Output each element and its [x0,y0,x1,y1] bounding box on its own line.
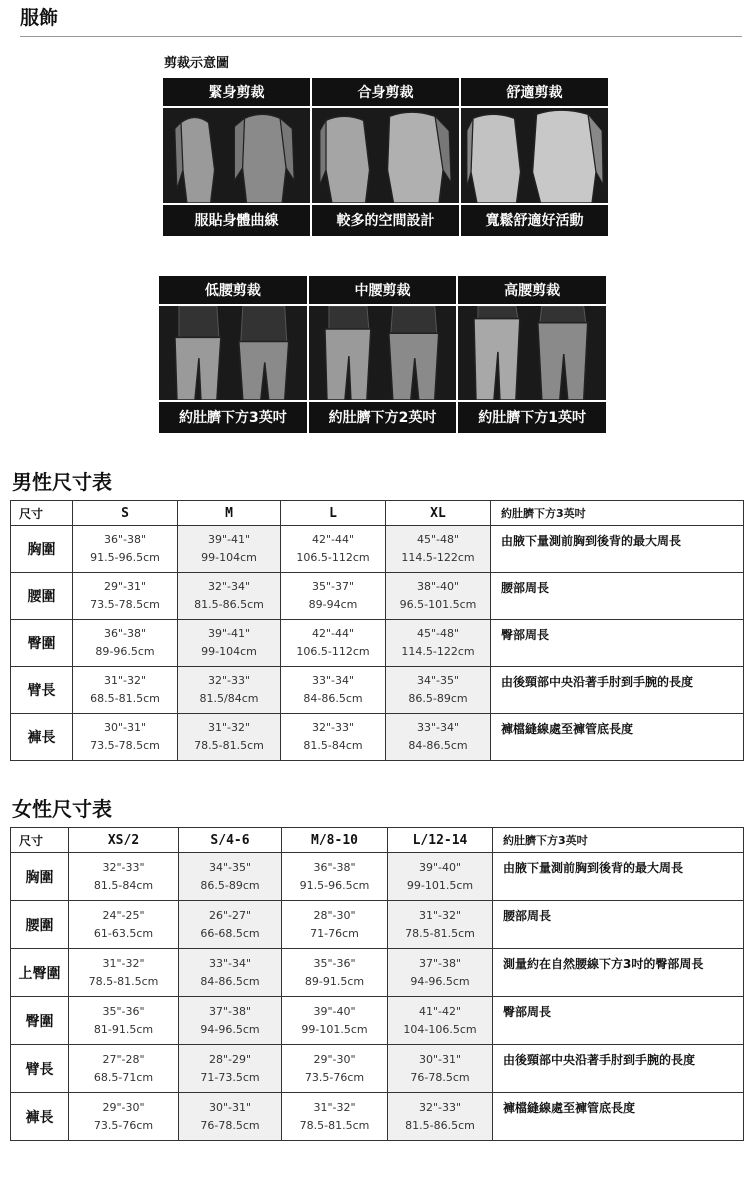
fit-caption: 寬鬆舒適好活動 [461,203,608,236]
inch-value: 36"-38" [103,627,147,640]
fit-title: 緊身剪裁 [163,78,310,108]
header-size-label: 尺寸 [11,501,73,526]
inch-value: 37"-38" [418,956,462,970]
men-size-table [10,500,744,761]
cm-value: 73.5-78.5cm [90,739,160,752]
inch-value: 38"-40" [416,580,460,593]
inch-value: 28"-29" [208,1052,252,1066]
inch-value: 34"-35" [416,674,460,687]
size-cell [388,1093,493,1141]
cm-value: 73.5-76cm [304,1070,365,1084]
measurement-description: 由後頸部中央沿著手肘到手腕的長度 [491,667,744,714]
size-cell [282,949,388,997]
inch-value: 37"-38" [208,1004,252,1018]
header-size: XS/2 [69,828,179,853]
inch-value: 24"-25" [102,908,145,922]
size-cell [386,526,491,573]
inch-value: 34"-35" [208,860,252,874]
size-cell [386,714,491,761]
inch-value: 31"-32" [103,674,147,687]
regular-fit-figure-image [312,108,459,203]
cm-value: 73.5-78.5cm [90,598,160,611]
cm-value: 91.5-96.5cm [299,878,370,892]
inch-value: 36"-38" [313,860,356,874]
size-cell [282,1045,388,1093]
table-header-row [11,501,744,526]
table-row [11,573,744,620]
fit-column-loose [461,78,608,236]
measurement-description: 臀部周長 [493,997,744,1045]
page-header [20,5,742,37]
row-label: 腰圍 [11,901,69,949]
inch-value: 35"-36" [313,956,356,970]
mid-rise-figure-image [309,306,457,400]
inch-value: 39"-40" [313,1004,356,1018]
loose-fit-figure-image [461,108,608,203]
cm-value: 91.5-96.5cm [90,551,160,564]
men-size-chart-title: 男性尺寸表 [12,470,112,494]
cm-value: 99-104cm [201,551,257,564]
cm-value: 78.5-81.5cm [88,974,159,988]
fit-title: 高腰剪裁 [458,276,606,306]
fit-caption: 較多的空間設計 [312,203,459,236]
inch-value: 32"-33" [102,860,145,874]
size-cell [282,901,388,949]
size-cell [179,997,282,1045]
cm-value: 86.5-89cm [408,692,468,705]
row-label: 褲長 [11,714,73,761]
cm-value: 114.5-122cm [401,645,475,658]
cm-value: 81.5-86.5cm [405,1118,475,1132]
size-cell [281,620,386,667]
cm-value: 81.5-86.5cm [194,598,264,611]
fit-title: 低腰剪裁 [159,276,307,306]
inch-value: 28"-30" [313,908,356,922]
inch-value: 32"-33" [311,721,355,734]
inch-value: 42"-44" [311,627,355,640]
size-cell [281,573,386,620]
fit-illustration-label: 剪裁示意圖 [164,56,230,71]
measurement-description: 腰部周長 [491,573,744,620]
header-size: XL [386,501,491,526]
row-label: 臀圍 [11,997,69,1045]
inch-value: 30"-31" [208,1100,252,1114]
inch-value: 29"-31" [103,580,147,593]
cm-value: 81.5-84cm [303,739,363,752]
cm-value: 78.5-81.5cm [194,739,264,752]
size-cell [178,620,281,667]
fit-caption: 服貼身體曲線 [163,203,310,236]
inch-value: 31"-32" [207,721,251,734]
size-cell [281,667,386,714]
measurement-description: 褲檔縫線處至褲管底長度 [491,714,744,761]
inch-value: 30"-31" [103,721,147,734]
row-label: 胸圍 [11,526,73,573]
fit-title: 中腰剪裁 [309,276,457,306]
size-cell [179,853,282,901]
measurement-description: 測量約在自然腰線下方3吋的臀部周長 [493,949,744,997]
inch-value: 35"-36" [102,1004,145,1018]
cm-value: 99-101.5cm [406,878,474,892]
inch-value: 33"-34" [208,956,252,970]
inch-value: 33"-34" [311,674,355,687]
header-size: M/8-10 [282,828,388,853]
size-cell [73,573,178,620]
cm-value: 89-94cm [308,598,358,611]
size-cell [69,1045,179,1093]
size-cell [178,714,281,761]
cm-value: 81-91.5cm [93,1022,154,1036]
low-rise-figure-image [159,306,307,400]
fit-column-slim [163,78,312,236]
size-cell [281,526,386,573]
table-row [11,997,744,1045]
size-cell [178,526,281,573]
cm-value: 84-86.5cm [408,739,468,752]
size-cell [281,714,386,761]
cm-value: 71-76cm [310,926,359,940]
row-label: 臂長 [11,667,73,714]
row-label: 褲長 [11,1093,69,1141]
measurement-description: 由後頸部中央沿著手肘到手腕的長度 [493,1045,744,1093]
row-label: 腰圍 [11,573,73,620]
table-row [11,949,744,997]
table-row [11,620,744,667]
cm-value: 114.5-122cm [401,551,475,564]
size-cell [73,620,178,667]
cm-value: 68.5-81.5cm [90,692,160,705]
cm-value: 99-101.5cm [301,1022,368,1036]
size-cell [69,853,179,901]
inch-value: 39"-41" [207,627,251,640]
fit-panel-top [163,78,608,236]
cm-value: 106.5-112cm [296,645,370,658]
size-cell [69,949,179,997]
cm-value: 81.5-84cm [93,878,154,892]
inch-value: 32"-33" [207,674,251,687]
header-description: 約肚臍下方3英吋 [493,828,744,853]
cm-value: 89-96.5cm [95,645,155,658]
table-row [11,667,744,714]
size-cell [73,714,178,761]
size-cell [282,997,388,1045]
slim-fit-figure-image [163,108,310,203]
size-cell [388,901,493,949]
fit-caption: 約肚臍下方2英吋 [309,400,457,433]
size-cell [73,526,178,573]
inch-value: 42"-44" [311,533,355,546]
cm-value: 71-73.5cm [200,1070,260,1084]
inch-value: 35"-37" [311,580,355,593]
fit-column-low-rise [159,276,309,433]
inch-value: 36"-38" [103,533,147,546]
fit-title: 合身剪裁 [312,78,459,108]
cm-value: 78.5-81.5cm [405,926,475,940]
size-cell [388,1045,493,1093]
page-title: 服飾 [20,7,59,29]
cm-value: 66-68.5cm [200,926,260,940]
inch-value: 31"-32" [418,908,462,922]
cm-value: 106.5-112cm [296,551,370,564]
fit-panel-bottom [159,276,606,433]
women-size-table [10,827,744,1141]
header-size-label: 尺寸 [11,828,69,853]
size-cell [282,1093,388,1141]
header-description: 約肚臍下方3英吋 [491,501,744,526]
size-cell [69,901,179,949]
cm-value: 73.5-76cm [93,1118,154,1132]
cm-value: 68.5-71cm [93,1070,154,1084]
measurement-description: 由腋下量測前胸到後背的最大周長 [491,526,744,573]
measurement-description: 腰部周長 [493,901,744,949]
fit-column-high-rise [458,276,606,433]
header-size: L/12-14 [388,828,493,853]
size-cell [179,949,282,997]
inch-value: 27"-28" [102,1052,145,1066]
inch-value: 45"-48" [416,627,460,640]
measurement-description: 臀部周長 [491,620,744,667]
size-cell [69,997,179,1045]
cm-value: 76-78.5cm [200,1118,260,1132]
table-row [11,526,744,573]
cm-value: 104-106.5cm [403,1022,477,1036]
measurement-description: 由腋下量測前胸到後背的最大周長 [493,853,744,901]
cm-value: 81.5/84cm [199,692,259,705]
cm-value: 89-91.5cm [304,974,365,988]
table-header-row [11,828,744,853]
table-row [11,714,744,761]
table-row [11,901,744,949]
table-row [11,853,744,901]
cm-value: 86.5-89cm [200,878,260,892]
row-label: 臂長 [11,1045,69,1093]
size-cell [386,573,491,620]
inch-value: 29"-30" [102,1100,145,1114]
inch-value: 30"-31" [418,1052,462,1066]
cm-value: 94-96.5cm [200,1022,260,1036]
cm-value: 94-96.5cm [410,974,470,988]
size-cell [282,853,388,901]
row-label: 上臀圍 [11,949,69,997]
cm-value: 96.5-101.5cm [399,598,477,611]
cm-value: 84-86.5cm [200,974,260,988]
size-cell [179,901,282,949]
header-size: L [281,501,386,526]
inch-value: 45"-48" [416,533,460,546]
inch-value: 32"-34" [207,580,251,593]
header-size: S/4-6 [179,828,282,853]
cm-value: 78.5-81.5cm [299,1118,370,1132]
cm-value: 84-86.5cm [303,692,363,705]
cm-value: 61-63.5cm [93,926,154,940]
inch-value: 32"-33" [418,1100,462,1114]
cm-value: 99-104cm [201,645,257,658]
size-cell [69,1093,179,1141]
table-row [11,1045,744,1093]
size-cell [388,997,493,1045]
size-cell [386,620,491,667]
inch-value: 29"-30" [313,1052,356,1066]
measurement-description: 褲檔縫線處至褲管底長度 [493,1093,744,1141]
inch-value: 39"-40" [418,860,462,874]
women-size-chart-title: 女性尺寸表 [12,797,112,821]
size-cell [178,573,281,620]
size-cell [388,949,493,997]
cm-value: 76-78.5cm [410,1070,470,1084]
inch-value: 31"-32" [313,1100,356,1114]
row-label: 胸圍 [11,853,69,901]
high-rise-figure-image [458,306,606,400]
fit-column-mid-rise [309,276,459,433]
size-cell [178,667,281,714]
inch-value: 26"-27" [208,908,252,922]
fit-column-regular [312,78,461,236]
size-cell [73,667,178,714]
table-row [11,1093,744,1141]
row-label: 臀圍 [11,620,73,667]
header-size: M [178,501,281,526]
inch-value: 31"-32" [102,956,145,970]
fit-caption: 約肚臍下方1英吋 [458,400,606,433]
size-cell [179,1045,282,1093]
size-cell [386,667,491,714]
size-cell [179,1093,282,1141]
size-cell [388,853,493,901]
inch-value: 39"-41" [207,533,251,546]
fit-caption: 約肚臍下方3英吋 [159,400,307,433]
inch-value: 41"-42" [418,1004,462,1018]
inch-value: 33"-34" [416,721,460,734]
fit-title: 舒適剪裁 [461,78,608,108]
header-size: S [73,501,178,526]
